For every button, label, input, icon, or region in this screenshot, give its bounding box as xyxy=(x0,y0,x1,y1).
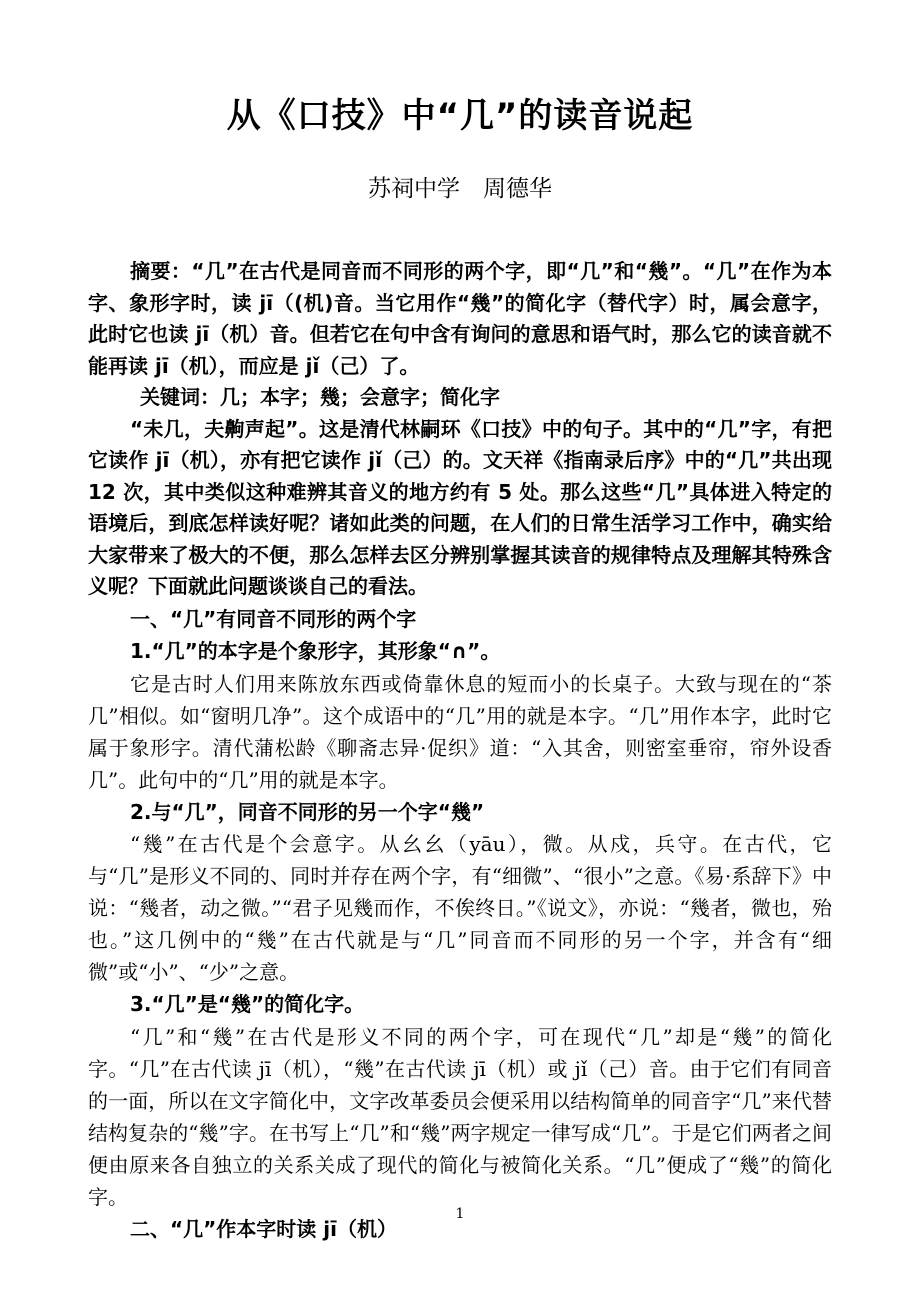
subsection-2-text: “幾”在古代是个会意字。从幺幺（yāu），微。从戍，兵守。在古代，它与“几”是形义不同的、同时并存在两个字，有“细微”、“很小”之意。《易·系辞下》中说：“幾者，动之微。”“君子见幾而作，不俟终日。”《说文》，亦说：“幾者，微也，殆也。”这几例中的“幾”在古代就是与“几”同音而不同形的另一个字，并含有“细微”或“小”、“少”之意。 xyxy=(88,832,832,984)
intro-paragraph: “未几，夫齁声起”。这是清代林嗣环《口技》中的句子。其中的“几”字，有把它读作 jī（机），亦有把它读作 jǐ（己）的。文天祥《指南录后序》中的“几”共出现 12 次，其中类似这种难辨其音义的地方约有 5 处。那么这些“几”具体进入特定的语境后，到底怎样读好呢？诸如此类的问题，在人们的日常生活学习工作中，确实给大家带来了极大的不便，那么怎样去区分辨别掌握其读音的规律特点及理解其特殊含义呢？下面就此问题谈谈自己的看法。 xyxy=(88,416,832,598)
document-body xyxy=(88,256,832,1245)
section-2-heading: 二、“几”作本字时读 jī（机） xyxy=(130,1216,397,1241)
page-number: 1 xyxy=(455,1206,465,1222)
abstract-paragraph: 摘要：“几”在古代是同音而不同形的两个字，即“几”和“幾”。“几”在作为本字、象形字时，读 jī（(机)音。当它用作“幾”的简化字（替代字）时，属会意字，此时它也读 jī（机）音。但若它在句中含有询问的意思和语气时，那么它的读音就不能再读 jī（机），而应是 jǐ（己）了。 xyxy=(88,259,832,378)
keywords-line: 关键词：几；本字；幾；会意字；简化字 xyxy=(140,385,500,409)
subsection-3-heading: 3.“几”是“幾”的简化字。 xyxy=(130,992,365,1016)
subsection-3-text: “几”和“幾”在古代是形义不同的两个字，可在现代“几”却是“幾”的简化字。“几”在古代读 jī（机），“幾”在古代读 jī（机）或 jǐ（己）音。由于它们有同音的一面，所以在文字简化中，文字改革委员会便采用以结构简单的同音字“几”来代替结构复杂的“幾”字。在书写上“几”和“幾”两字规定一律写成“几”。于是它们两者之间便由原来各自独立的关系关成了现代的简化与被简化关系。“几”便成了“幾”的简化字。 xyxy=(88,1024,832,1209)
document-title: 从《口技》中“几”的读音说起 xyxy=(226,96,694,136)
subsection-1-heading: 1.“几”的本字是个象形字，其形象“∩”。 xyxy=(130,639,501,663)
author-line: 苏祠中学 周德华 xyxy=(368,176,552,202)
section-1-heading: 一、“几”有同音不同形的两个字 xyxy=(130,606,417,631)
subsection-2-heading: 2.与“几”，同音不同形的另一个字“幾” xyxy=(130,799,485,824)
subsection-1-text: 它是古时人们用来陈放东西或倚靠休息的短而小的长桌子。大致与现在的“茶几”相似。如“窗明几净”。这个成语中的“几”用的就是本字。“几”用作本字，此时它属于象形字。清代蒲松龄《聊斋志异·促织》道：“入其舍，则密室垂帘，帘外设香几”。此句中的“几”用的就是本字。 xyxy=(88,671,832,792)
